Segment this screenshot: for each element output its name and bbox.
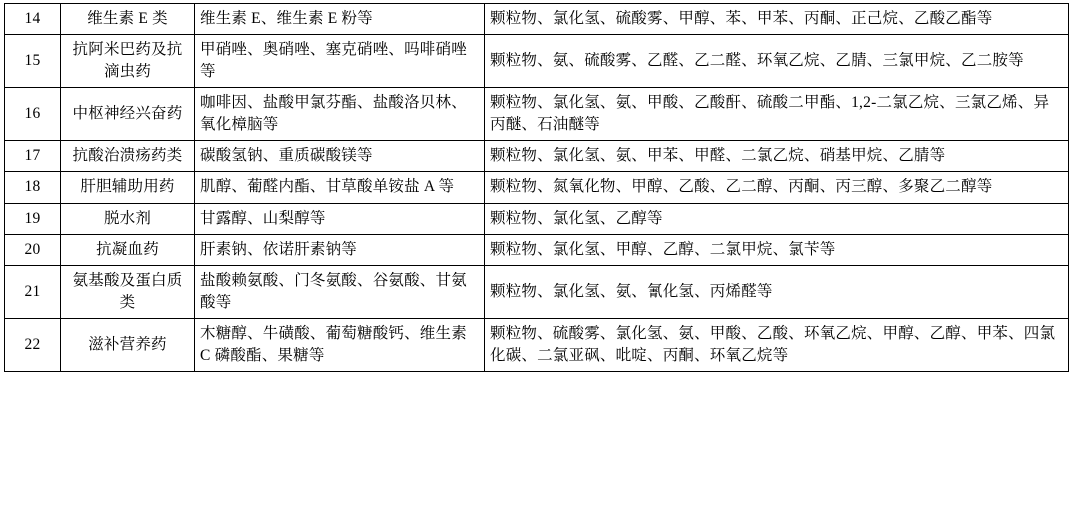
row-number: 18 [24,178,41,196]
row-number: 16 [24,104,41,122]
table-row [5,88,1069,141]
table-row [5,319,1069,372]
drug-category: 维生素 E 类 [87,10,168,27]
raw-materials-cell [195,203,485,234]
raw-materials-cell [195,172,485,203]
row-number: 19 [24,209,41,227]
pollutants: 颗粒物、氯化氢、甲醇、乙醇、二氯甲烷、氯苄等 [490,241,836,258]
pollutants: 颗粒物、氯化氢、氨、甲苯、甲醛、二氯乙烷、硝基甲烷、乙腈等 [490,146,946,164]
pollutants-cell [485,235,1069,266]
drug-category-cell [61,35,195,88]
table-row [5,235,1069,266]
pollutants: 颗粒物、氯化氢、硫酸雾、甲醇、苯、甲苯、丙酮、正己烷、乙酸乙酯等 [490,10,993,27]
raw-materials-cell [195,235,485,266]
row-number-cell [5,172,61,203]
table-row [5,203,1069,234]
pollutants-cell [485,319,1069,372]
row-number-cell [5,235,61,266]
row-number: 14 [24,10,41,27]
drug-category-cell [61,203,195,234]
raw-materials-cell [195,266,485,319]
raw-materials: 肝素钠、依诺肝素钠等 [200,241,358,258]
raw-materials-cell [195,35,485,88]
pollutants: 颗粒物、氯化氢、乙醇等 [490,209,663,227]
table-row [5,140,1069,171]
table-row [5,266,1069,319]
row-number-cell [5,203,61,234]
drug-classification-table [4,3,1069,372]
drug-category: 脱水剂 [103,209,152,227]
pollutants-cell [485,172,1069,203]
drug-category: 肝胆辅助用药 [80,178,175,196]
pollutants: 颗粒物、氯化氢、氨、氰化氢、丙烯醛等 [490,283,773,301]
row-number-cell [5,4,61,35]
drug-category: 中枢神经兴奋药 [72,104,183,122]
row-number-cell [5,266,61,319]
pollutants: 颗粒物、氯化氢、氨、甲酸、乙酸酐、硫酸二甲酯、1,2-二氯乙烷、三氯乙烯、异丙醚、石油醚等 [490,94,1050,133]
pollutants-cell [485,35,1069,88]
row-number-cell [5,140,61,171]
drug-category-cell [61,172,195,203]
raw-materials: 木糖醇、牛磺酸、葡萄糖酸钙、维生素 C 磷酸酯、果糖等 [200,325,467,364]
raw-materials: 碳酸氢钠、重质碳酸镁等 [200,146,373,164]
table-row [5,172,1069,203]
raw-materials: 甘露醇、山梨醇等 [200,209,326,227]
drug-category-cell [61,88,195,141]
pollutants: 颗粒物、氨、硫酸雾、乙醛、乙二醛、环氧乙烷、乙腈、三氯甲烷、乙二胺等 [490,52,1024,70]
row-number-cell [5,88,61,141]
raw-materials-cell [195,319,485,372]
drug-category: 抗凝血药 [96,241,159,258]
drug-category-cell [61,235,195,266]
drug-category: 氨基酸及蛋白质类 [72,272,183,311]
drug-category: 滋补营养药 [88,335,167,353]
pollutants: 颗粒物、硫酸雾、氯化氢、氨、甲酸、乙酸、环氧乙烷、甲醇、乙醇、甲苯、四氯化碳、二氯亚砜、吡啶、丙酮、环氧乙烷等 [490,325,1056,364]
pollutants: 颗粒物、氮氧化物、甲醇、乙酸、乙二醇、丙酮、丙三醇、多聚乙二醇等 [490,178,993,196]
pollutants-cell [485,266,1069,319]
drug-category: 抗阿米巴药及抗滴虫药 [72,41,183,80]
pollutants-cell [485,4,1069,35]
document-page [0,3,1072,515]
pollutants-cell [485,140,1069,171]
pollutants-cell [485,88,1069,141]
raw-materials-cell [195,140,485,171]
table-row [5,4,1069,35]
raw-materials-cell [195,4,485,35]
raw-materials: 甲硝唑、奥硝唑、塞克硝唑、吗啡硝唑等 [200,41,467,80]
drug-category-cell [61,319,195,372]
row-number-cell [5,319,61,372]
raw-materials: 盐酸赖氨酸、门冬氨酸、谷氨酸、甘氨酸等 [200,272,467,311]
drug-category-cell [61,266,195,319]
raw-materials: 咖啡因、盐酸甲氯芬酯、盐酸洛贝林、氧化樟脑等 [200,94,467,133]
raw-materials-cell [195,88,485,141]
raw-materials: 维生素 E、维生素 E 粉等 [200,10,373,27]
table-row [5,35,1069,88]
row-number-cell [5,35,61,88]
row-number: 21 [24,283,41,301]
drug-category-cell [61,140,195,171]
table-body [5,4,1069,372]
pollutants-cell [485,203,1069,234]
row-number: 17 [24,146,41,164]
raw-materials: 肌醇、葡醛内酯、甘草酸单铵盐 A 等 [200,178,455,196]
row-number: 15 [24,52,41,70]
row-number: 20 [24,241,41,258]
drug-category-cell [61,4,195,35]
drug-category: 抗酸治溃疡药类 [72,146,183,164]
row-number: 22 [24,335,41,353]
